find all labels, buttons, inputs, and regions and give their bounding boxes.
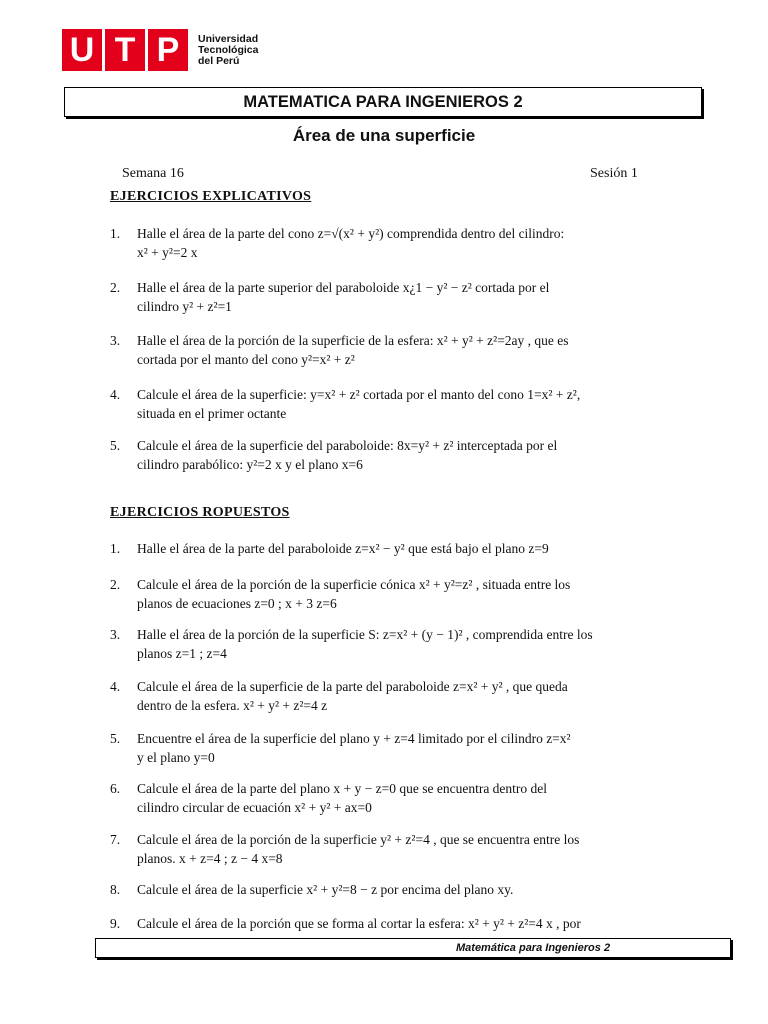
exercise-line-2: cilindro circular de ecuación x² + y² + ax=0 bbox=[137, 800, 372, 815]
topic-title: Área de una superficie bbox=[292, 126, 476, 145]
explanatory-exercise-1 bbox=[110, 224, 650, 262]
logo-line-1: Universidad bbox=[198, 32, 259, 45]
exercise-line-1: Calcule el área de la porción que se forma al cortar la esfera: x² + y² + z²=4 x , por bbox=[137, 916, 581, 931]
proposed-exercise-8 bbox=[110, 880, 650, 899]
exercise-number: 9. bbox=[110, 916, 121, 931]
exercise-number: 7. bbox=[110, 832, 121, 847]
exercise-number: 1. bbox=[110, 226, 121, 241]
course-title-box bbox=[64, 87, 702, 117]
exercise-line-2: cortada por el manto del cono y²=x² + z² bbox=[137, 352, 355, 367]
exercise-line-2: planos de ecuaciones z=0 ; x + 3 z=6 bbox=[137, 596, 337, 611]
exercise-line-2: cilindro parabólico: y²=2 x y el plano x=6 bbox=[137, 457, 363, 472]
exercise-text bbox=[137, 539, 650, 558]
exercise-number: 2. bbox=[110, 280, 121, 295]
logo-letter-u: U bbox=[62, 29, 102, 71]
exercise-text bbox=[137, 224, 650, 262]
exercise-number: 3. bbox=[110, 627, 121, 642]
proposed-exercise-6 bbox=[110, 779, 650, 817]
exercise-line-1: Halle el área de la parte del paraboloide z=x² − y² que está bajo el plano z=9 bbox=[137, 541, 549, 556]
logo-line-2: Tecnológica bbox=[198, 43, 259, 56]
explanatory-exercise-3 bbox=[110, 331, 650, 369]
exercise-number: 8. bbox=[110, 882, 121, 897]
footer-box bbox=[95, 938, 731, 958]
session-label: Sesión 1 bbox=[590, 166, 638, 181]
exercise-line-1: Calcule el área de la superficie x² + y²=8 − z por encima del plano xy. bbox=[137, 882, 514, 897]
exercise-number: 3. bbox=[110, 333, 121, 348]
exercise-line-2: situada en el primer octante bbox=[137, 406, 287, 421]
exercise-number: 5. bbox=[110, 438, 121, 453]
exercise-line-2: y el plano y=0 bbox=[137, 750, 215, 765]
exercise-line-1: Halle el área de la porción de la superficie de la esfera: x² + y² + z²=2ay , que es bbox=[137, 333, 569, 348]
exercise-line-1: Halle el área de la parte del cono z=√(x² + y²) comprendida dentro del cilindro: bbox=[137, 226, 565, 241]
proposed-exercise-9 bbox=[110, 914, 650, 933]
exercise-number: 2. bbox=[110, 577, 121, 592]
logo-line-3: del Perú bbox=[198, 54, 240, 67]
logo-letter-t: T bbox=[105, 29, 145, 71]
explanatory-exercise-4 bbox=[110, 385, 650, 423]
exercise-number: 4. bbox=[110, 679, 121, 694]
exercise-text bbox=[137, 729, 650, 767]
exercise-line-2: x² + y²=2 x bbox=[137, 245, 198, 260]
exercise-line-1: Halle el área de la porción de la superficie S: z=x² + (y − 1)² , comprendida entre los bbox=[137, 627, 593, 642]
explanatory-exercise-5 bbox=[110, 436, 650, 474]
exercise-line-1: Calcule el área de la porción de la superficie y² + z²=4 , que se encuentra entre los bbox=[137, 832, 580, 847]
exercise-text bbox=[137, 830, 650, 868]
exercise-line-1: Calcule el área de la parte del plano x + y − z=0 que se encuentra dentro del bbox=[137, 781, 548, 796]
explanatory-exercise-2 bbox=[110, 278, 650, 316]
exercise-line-1: Encuentre el área de la superficie del plano y + z=4 limitado por el cilindro z=x² bbox=[137, 731, 571, 746]
exercise-number: 6. bbox=[110, 781, 121, 796]
proposed-exercise-7 bbox=[110, 830, 650, 868]
proposed-exercise-5 bbox=[110, 729, 650, 767]
explanatory-exercises-heading: EJERCICIOS EXPLICATIVOS bbox=[110, 189, 312, 204]
proposed-exercises-heading: EJERCICIOS ROPUESTOS bbox=[110, 505, 290, 520]
exercise-text bbox=[137, 677, 650, 715]
exercise-text bbox=[137, 625, 650, 663]
proposed-exercise-2 bbox=[110, 575, 650, 613]
exercise-text bbox=[137, 914, 650, 933]
exercise-line-2: dentro de la esfera. x² + y² + z²=4 z bbox=[137, 698, 328, 713]
exercise-line-1: Halle el área de la parte superior del paraboloide x¿1 − y² − z² cortada por el bbox=[137, 280, 550, 295]
exercise-text bbox=[137, 331, 650, 369]
exercise-text bbox=[137, 779, 650, 817]
proposed-exercise-1 bbox=[110, 539, 650, 558]
exercise-number: 4. bbox=[110, 387, 121, 402]
exercise-line-2: cilindro y² + z²=1 bbox=[137, 299, 232, 314]
proposed-exercise-3 bbox=[110, 625, 650, 663]
exercise-number: 1. bbox=[110, 541, 121, 556]
exercise-line-1: Calcule el área de la superficie: y=x² + z² cortada por el manto del cono 1=x² + z², bbox=[137, 387, 581, 402]
exercise-line-1: Calcule el área de la superficie del paraboloide: 8x=y² + z² interceptada por el bbox=[137, 438, 558, 453]
exercise-line-2: planos. x + z=4 ; z − 4 x=8 bbox=[137, 851, 283, 866]
course-title: MATEMATICA PARA INGENIEROS 2 bbox=[243, 92, 523, 111]
exercise-line-2: planos z=1 ; z=4 bbox=[137, 646, 227, 661]
week-label: Semana 16 bbox=[122, 166, 184, 181]
utp-logo bbox=[62, 29, 258, 71]
exercise-number: 5. bbox=[110, 731, 121, 746]
exercise-text bbox=[137, 436, 650, 474]
exercise-line-1: Calcule el área de la porción de la superficie cónica x² + y²=z² , situada entre los bbox=[137, 577, 571, 592]
exercise-text bbox=[137, 278, 650, 316]
exercise-text bbox=[137, 575, 650, 613]
exercise-line-1: Calcule el área de la superficie de la parte del paraboloide z=x² + y² , que queda bbox=[137, 679, 568, 694]
logo-letter-p: P bbox=[148, 29, 188, 71]
proposed-exercise-4 bbox=[110, 677, 650, 715]
footer-text: Matemática para Ingenieros 2 bbox=[456, 942, 611, 954]
exercise-text bbox=[137, 385, 650, 423]
logo-university-name bbox=[198, 34, 258, 67]
exercise-text bbox=[137, 880, 650, 899]
